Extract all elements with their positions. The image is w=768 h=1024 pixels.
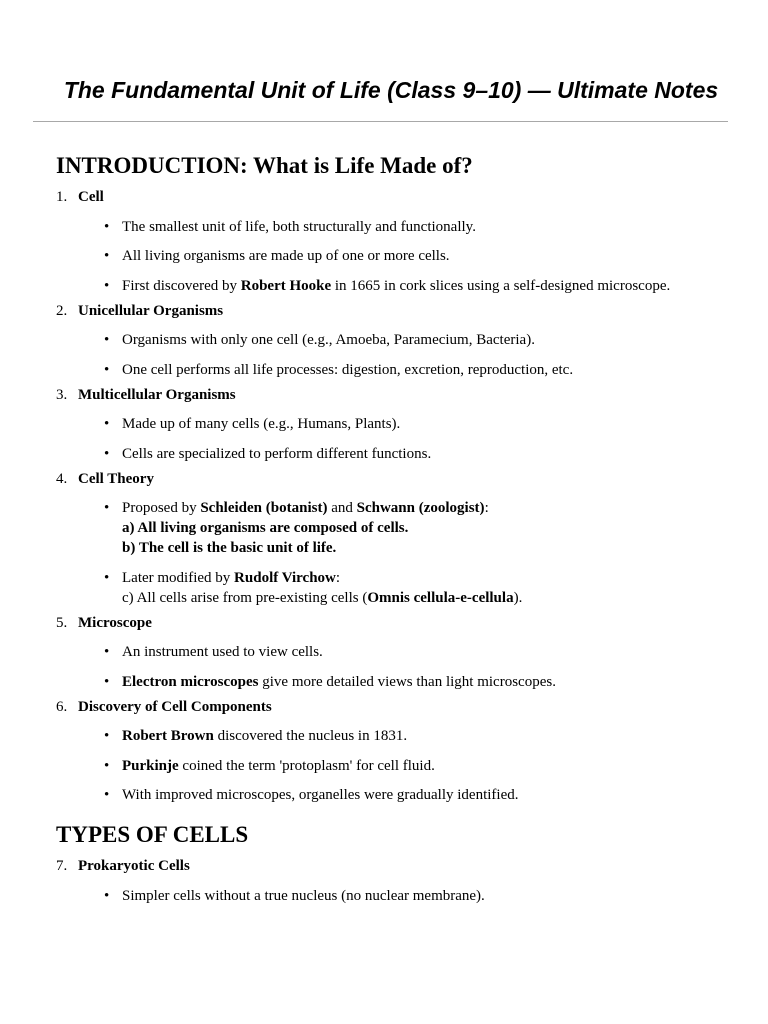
item-heading: Multicellular Organisms xyxy=(78,386,236,403)
bullet-text: Later modified by xyxy=(122,569,235,586)
bullet-point xyxy=(122,785,746,805)
bullet-point xyxy=(122,498,746,558)
bullet-text: in 1665 in cork slices using a self-designed microscope. xyxy=(331,277,671,294)
bullet-text: The smallest unit of life, both structurally and functionally. xyxy=(122,218,476,235)
bullet-text: An instrument used to view cells. xyxy=(122,644,323,660)
bullet-point xyxy=(122,886,746,906)
emphasis-text: a) All living organisms are composed of cells. xyxy=(122,520,409,536)
bullet-text: ). xyxy=(513,589,523,606)
bullet-list xyxy=(78,217,746,296)
list-item xyxy=(56,856,746,906)
bullet-point xyxy=(122,414,746,434)
item-number: 4. xyxy=(56,470,68,487)
list-item xyxy=(56,469,746,608)
bullet-point xyxy=(122,642,746,662)
emphasis-text: Rudolf Virchow xyxy=(234,569,336,586)
bullet-text: : xyxy=(484,500,489,516)
item-number: 5. xyxy=(56,614,68,631)
section-heading: TYPES OF CELLS xyxy=(56,822,249,847)
bullet-text: give more detailed views than light microscopes. xyxy=(258,673,556,690)
bullet-list xyxy=(78,642,746,692)
list-item xyxy=(56,385,746,464)
emphasis-text: Schleiden (botanist) xyxy=(200,500,328,516)
bullet-text: c) All cells arise from pre-existing cells ( xyxy=(122,589,368,606)
item-heading: Unicellular Organisms xyxy=(78,302,224,319)
bullet-list xyxy=(78,330,746,380)
bullet-text: Organisms with only one cell (e.g., Amoeba, Paramecium, Bacteria). xyxy=(122,332,535,348)
numbered-list xyxy=(56,187,746,805)
bullet-point xyxy=(122,444,746,464)
bullet-point xyxy=(122,246,746,266)
bullet-list xyxy=(78,726,746,805)
bullet-point xyxy=(122,726,746,746)
item-heading: Microscope xyxy=(78,614,152,631)
emphasis-text: Robert Brown xyxy=(122,728,214,744)
section-heading: INTRODUCTION: What is Life Made of? xyxy=(56,153,473,178)
bullet-text: : xyxy=(335,569,341,586)
emphasis-text: Robert Hooke xyxy=(240,277,332,294)
bullet-text: With improved microscopes, organelles were gradually identified. xyxy=(122,787,519,803)
bullet-point xyxy=(122,217,746,237)
bullet-text: Cells are specialized to perform different functions. xyxy=(122,445,432,462)
bullet-point xyxy=(122,672,746,692)
item-number: 2. xyxy=(56,302,68,319)
bullet-text: discovered the nucleus in 1831. xyxy=(213,728,408,744)
bullet-point xyxy=(122,360,746,380)
bullet-point xyxy=(122,276,746,296)
list-item xyxy=(56,697,746,806)
bullet-text: First discovered by xyxy=(122,277,241,294)
bullet-point xyxy=(122,568,746,608)
list-item xyxy=(56,301,746,380)
emphasis-text: Omnis cellula-e-cellula xyxy=(367,589,514,606)
item-heading: Discovery of Cell Components xyxy=(78,698,272,715)
bullet-list xyxy=(78,498,746,608)
bullet-text: and xyxy=(327,500,357,516)
item-number: 1. xyxy=(56,189,68,205)
bullet-text: One cell performs all life processes: digestion, excretion, reproduction, etc. xyxy=(122,361,574,378)
bullet-text: Simpler cells without a true nucleus (no nuclear membrane). xyxy=(122,887,485,904)
emphasis-text: Electron microscopes xyxy=(122,673,259,690)
title-divider xyxy=(33,121,728,122)
list-item xyxy=(56,613,746,692)
item-heading: Cell Theory xyxy=(78,470,154,487)
bullet-text: Proposed by xyxy=(122,500,201,516)
bullet-text: Made up of many cells (e.g., Humans, Plants). xyxy=(122,416,401,432)
item-heading: Prokaryotic Cells xyxy=(78,858,190,874)
bullet-list xyxy=(78,414,746,464)
item-number: 6. xyxy=(56,698,68,715)
notes-content xyxy=(56,150,746,906)
item-number: 3. xyxy=(56,386,68,403)
emphasis-text: Schwann (zoologist) xyxy=(356,500,485,516)
bullet-point xyxy=(122,756,746,776)
emphasis-text: b) The cell is the basic unit of life. xyxy=(122,540,337,556)
bullet-text: coined the term 'protoplasm' for cell fluid. xyxy=(178,757,435,774)
page-title: The Fundamental Unit of Life (Class 9–10) — Ultimate Notes xyxy=(63,77,719,103)
numbered-list xyxy=(56,856,746,906)
bullet-list xyxy=(78,886,746,906)
emphasis-text: Purkinje xyxy=(122,757,179,774)
item-number: 7. xyxy=(56,858,68,874)
item-heading: Cell xyxy=(78,189,104,205)
bullet-point xyxy=(122,330,746,350)
list-item xyxy=(56,187,746,296)
bullet-text: All living organisms are made up of one or more cells. xyxy=(122,248,450,264)
